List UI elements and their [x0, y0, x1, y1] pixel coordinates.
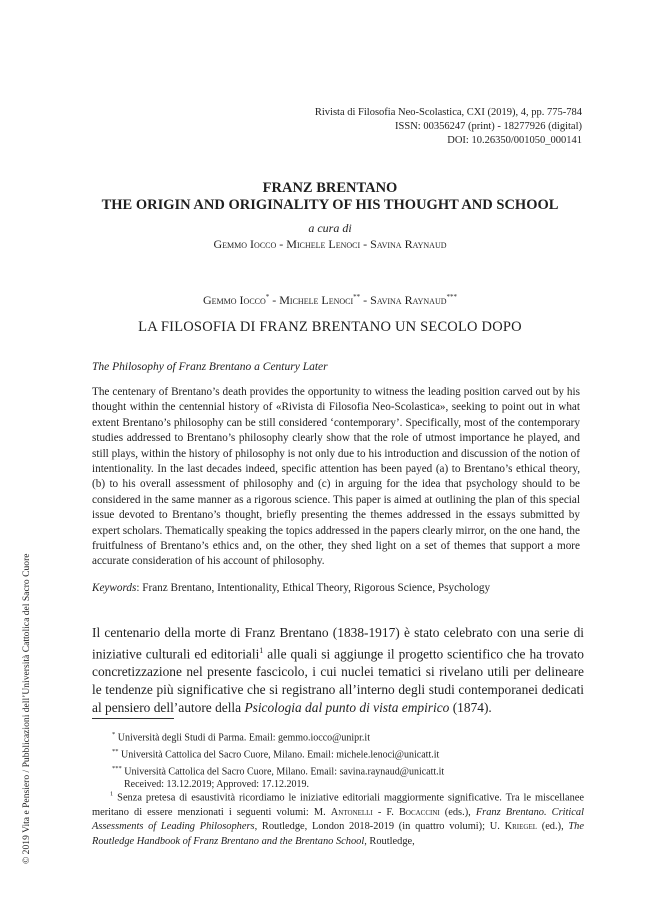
journal-citation: Rivista di Filosofia Neo-Scolastica, CXI (2019), 4, pp. 775-784 [314, 107, 582, 118]
affiliation-mark: * [112, 731, 116, 738]
footnote-text: , Routledge, [364, 835, 415, 847]
received-dates: Received: 13.12.2019; Approved: 17.12.2019. [124, 779, 309, 791]
author-mark: * [265, 293, 270, 301]
book-title: Psicologia dal punto di vista empirico [244, 699, 450, 715]
author-separator: - [360, 293, 371, 307]
footnote-text: - F. [372, 806, 399, 818]
author-name: Gemmo Iocco [202, 293, 266, 307]
author-affiliations [112, 728, 444, 792]
keywords-list: : Franz Brentano, Intentionality, Ethical Theory, Rigorous Science, Psychology [136, 582, 491, 594]
keywords-label: Keywords [92, 582, 137, 594]
affiliation-mark: ** [112, 747, 119, 755]
issue-editors: Gemmo Iocco - Michele Lenoci - Savina Raynaud [213, 237, 447, 251]
english-title: The Philosophy of Franz Brentano a Century Later [92, 361, 328, 373]
footnote-text: , Routledge, London 2018-2019 (in quattro volumi); U. [254, 821, 505, 833]
footnote-book-title: The Routledge Handbook of Franz Brentano and the Brentano School [92, 821, 584, 847]
affiliation-mark: *** [112, 764, 122, 772]
article-title: LA FILOSOFIA DI FRANZ BRENTANO UN SECOLO DOPO [138, 319, 522, 335]
body-text-segment: alle quali si aggiunge il progetto scientifico che ha trovato concretizzazione nel presente fascicolo, i cui nuclei tematici si rivelano utili per delineare le tendenze più significative che si registrano all’interno degli studi contemporanei dedicati al pensiero dell’autore della [92, 646, 584, 715]
author-separator: - [269, 293, 280, 307]
footnote-divider [92, 718, 174, 719]
issn-line: ISSN: 00356247 (print) - 18277926 (digital) [395, 121, 582, 132]
footnote-ref: 1 [259, 645, 264, 655]
author-name: Michele Lenoci [279, 293, 354, 307]
author-mark: *** [446, 293, 458, 301]
abstract: The centenary of Brentano’s death provides the opportunity to witness the leading position carved out by his thought within the centennial history of «Rivista di Filosofia Neo-Scolastica», seeking to point out in what extent Brentano’s philosophy can be still considered ‘contemporary’. Specifically, most of the contemporary studies addressed to Brentano’s philosophy clearly show that the role of utmost importance he played, and still plays, within the history of philosophy is not only due to his introduction and discussion of the notion of intentionality. In the last decades indeed, specific attention has been payed (a) to Brentano’s ethical theory, (b) to his overall assessment of philosophy and (c) in arguing for the idea that psychology should to be considered in the same manner as a rigorous science. This paper is aimed at outlining the plan of this special issue devoted to Brentano’s thought, briefly presenting the themes addressed in the essays submitted by expert scholars. Thematically speaking the topics addressed in the papers clearly mirror, on the one hand, the fruitfulness of Brentano’s ethics and, on the other, they shed light on a set of themes that support a more accurate consideration of his account of philosophy. [92, 386, 580, 568]
issue-title [80, 180, 580, 214]
affiliation-text: Università degli Studi di Parma. Email: gemmo.iocco@unipr.it [117, 732, 370, 744]
footnote-number: 1 [110, 791, 114, 798]
footnote-author: Antonelli [330, 806, 373, 818]
affiliation-text: Università Cattolica del Sacro Cuore, Milano. Email: michele.lenoci@unicatt.it [121, 749, 440, 761]
issue-title-line-1: FRANZ BRENTANO [262, 180, 398, 196]
author-mark: ** [353, 293, 361, 301]
footnote [92, 788, 584, 849]
affiliation-line [112, 728, 444, 745]
issue-title-line-2: THE ORIGIN AND ORIGINALITY OF HIS THOUGHT AND SCHOOL [101, 197, 559, 213]
footnote-text: (ed.), [537, 821, 569, 833]
journal-header [315, 106, 582, 148]
body-text-segment: Il centenario della morte di Franz Brentano (1838-1917) è stato celebrato con una serie di iniziative culturali ed editoriali [92, 625, 584, 662]
affiliation-line [112, 745, 444, 762]
footnote-author: Bocaccini [398, 806, 440, 818]
footnote-text: (eds.), [439, 806, 476, 818]
footnote-author: Kriegel [504, 821, 537, 833]
footnote-book-title: Franz Brentano. Critical Assessments of Leading Philosophers [92, 806, 584, 833]
footnote-text: Senza pretesa di esaustività ricordiamo le iniziative editoriali maggiormente significative. Tra le miscellanee meritano di essere menzionati i seguenti volumi: M. [92, 792, 584, 818]
keywords [92, 581, 580, 596]
author-name: Savina Raynaud [370, 293, 447, 307]
doi-line: DOI: 10.26350/001050_000141 [447, 135, 582, 146]
affiliation-text: Università Cattolica del Sacro Cuore, Milano. Email: savina.raynaud@unicatt.it [124, 765, 445, 777]
body-paragraph [92, 624, 584, 716]
curated-by-label: a cura di [308, 221, 352, 235]
article-authors [80, 293, 580, 308]
body-text-segment: (1874). [449, 699, 492, 715]
affiliation-line [112, 762, 444, 779]
side-copyright: © 2019 Vita e Pensiero / Pubblicazioni dell’Università Cattolica del Sacro Cuore [21, 553, 32, 864]
